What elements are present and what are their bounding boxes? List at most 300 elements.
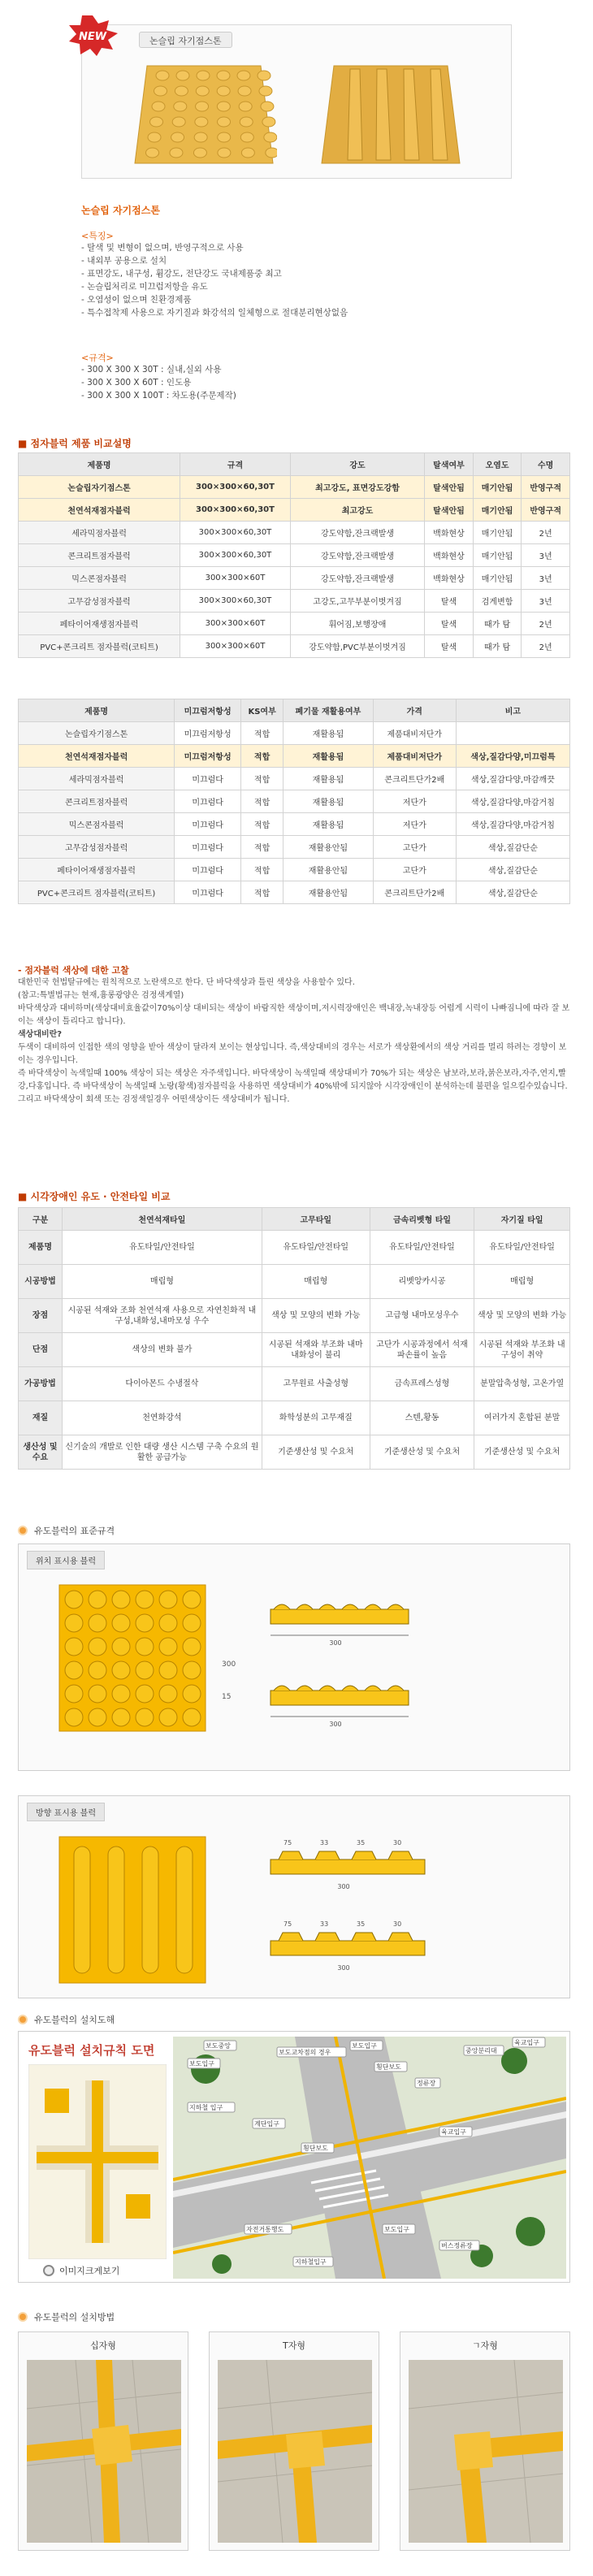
map-label xyxy=(464,2046,504,2055)
note-line: 바닥색상과 대비하며(색상대비효율값이70%이상 대비되는 색상이 바람직한 색상이며,저시력장애인은 백내장,녹내장등 어렵게 시력이 나빠짐니에 따라 잘 보이는 색상이 틀리다고 합니다). xyxy=(18,1004,570,1026)
table-cell: 고단가 시공과정에서 석재파손률이 높음 xyxy=(370,1333,474,1367)
plan-dot xyxy=(89,1708,106,1726)
table-cell: 색상,질감다양,마감거침 xyxy=(456,813,569,836)
tile-dot xyxy=(195,117,208,127)
table-cell: 적합 xyxy=(241,881,284,904)
color-note-title: - 점자블럭 색상에 대한 고찰 xyxy=(18,965,129,976)
table-cell: 세라믹점자블럭 xyxy=(19,768,175,790)
table-cell: 스텐,황동 xyxy=(370,1401,474,1435)
note-line: 대한민국 헌법탈규에는 원칙적으로 노란색으로 한다. 단 바닥색상과 틀린 색상을 사용할수 있다. xyxy=(18,978,355,987)
method-label: ㄱ자형 xyxy=(472,2340,498,2351)
table-cell: 탈색안됨 xyxy=(425,476,474,499)
tile-dot xyxy=(148,132,161,142)
table-cell: 색상,질감다양,마감거침 xyxy=(456,790,569,813)
tile-dot xyxy=(217,102,230,111)
line-tile-image xyxy=(318,58,464,171)
column-header: 폐기물 재활용여부 xyxy=(284,699,374,722)
table-cell: 검게변함 xyxy=(473,590,522,613)
install-diagram xyxy=(18,2031,570,2283)
list-item: - 내외부 공용으로 설치 xyxy=(81,256,167,266)
plan-dot xyxy=(89,1591,106,1608)
table-cell: 유도타일/안전타일 xyxy=(474,1231,570,1265)
table-cell: 재활용됨 xyxy=(284,745,374,768)
table-cell: 300×300×60T xyxy=(180,613,291,635)
column-header: 탈색여부 xyxy=(425,453,474,476)
plan-bar xyxy=(74,1846,90,1973)
tile-dot xyxy=(240,117,253,127)
table-cell: 색상,질감단순 xyxy=(456,859,569,881)
table-row xyxy=(19,635,570,658)
zoom-icon xyxy=(43,2265,54,2276)
product-title: 논슬립 자기점스톤 xyxy=(81,205,160,216)
column-header: 천연석재타일 xyxy=(62,1208,262,1231)
map-label xyxy=(439,2127,472,2137)
table-cell: 미끄럼다 xyxy=(175,881,241,904)
table-cell: 색상,질감다양,미끄럼특 xyxy=(456,745,569,768)
section-bump xyxy=(342,1604,358,1609)
plan-dot xyxy=(65,1591,83,1608)
table-cell: 최고강도 xyxy=(290,499,424,522)
l-install-photo xyxy=(409,2360,563,2543)
bullet-icon xyxy=(18,1526,28,1535)
dim-label: 35 xyxy=(357,1920,366,1928)
table-cell: 시공방법 xyxy=(19,1265,63,1299)
section-bump xyxy=(342,1686,358,1691)
plan-dot xyxy=(136,1685,154,1703)
tile-dot xyxy=(156,71,169,80)
plan-dot xyxy=(65,1685,83,1703)
plan-dot xyxy=(65,1708,83,1726)
column-header: 미끄럼저항성 xyxy=(175,699,241,722)
table-cell: 휘어짐,보행장애 xyxy=(290,613,424,635)
plan-dot xyxy=(89,1661,106,1679)
section-bump xyxy=(365,1604,381,1609)
tile-dot xyxy=(240,132,253,142)
table-cell: 3년 xyxy=(522,567,570,590)
features-list xyxy=(81,241,348,319)
table-cell: 고급형 내마모성우수 xyxy=(370,1299,474,1333)
tile-dot xyxy=(266,148,277,158)
table-row xyxy=(19,745,570,768)
table-cell: 미끄럼다 xyxy=(175,836,241,859)
section-bump xyxy=(319,1604,335,1609)
table-row xyxy=(19,1265,570,1299)
table-cell: 2년 xyxy=(522,635,570,658)
plan-dot xyxy=(183,1661,201,1679)
list-item: - 표면강도, 내구성, 휨강도, 전단강도 국내제품중 최고 xyxy=(81,269,282,279)
section-bar xyxy=(279,1933,303,1941)
tile-dot xyxy=(176,71,189,80)
svg-text:지하철입구: 지하철입구 xyxy=(295,2258,327,2266)
features-title: <특징> xyxy=(81,231,114,241)
table-cell: 탈색 xyxy=(425,635,474,658)
table-cell: 색상 및 모양의 변화 가능 xyxy=(262,1299,370,1333)
table-cell: 강도약함,잔크랙발생 xyxy=(290,522,424,544)
dim-label: 75 xyxy=(284,1839,292,1846)
t-install-photo xyxy=(218,2360,372,2543)
svg-text:중앙분리대: 중앙분리대 xyxy=(465,2047,497,2054)
zoom-image-button[interactable] xyxy=(43,2264,119,2277)
map-label xyxy=(513,2037,545,2047)
table-row xyxy=(19,590,570,613)
svg-text:버스정류장: 버스정류장 xyxy=(441,2242,473,2249)
dim-label: 30 xyxy=(393,1920,402,1928)
table-cell: 신기술의 개발로 인한 대량 생산 시스템 구축 수요의 원활한 공급가능 xyxy=(62,1435,262,1470)
table-cell: 2년 xyxy=(522,522,570,544)
method-heading xyxy=(18,2310,115,2323)
table-cell: 재활용됨 xyxy=(284,722,374,745)
table-cell: 화학성분의 고무재질 xyxy=(262,1401,370,1435)
table-cell: 세라믹점자블럭 xyxy=(19,522,180,544)
map-label xyxy=(374,2062,407,2072)
plan-bar xyxy=(176,1846,193,1973)
table-cell: 적합 xyxy=(241,768,284,790)
plan-dot xyxy=(183,1591,201,1608)
section-bump xyxy=(387,1604,404,1609)
dot-block-section xyxy=(254,1577,563,1747)
table-cell: 유도타일/안전타일 xyxy=(62,1231,262,1265)
tile-dot xyxy=(154,86,167,96)
table-cell: 저단가 xyxy=(373,790,456,813)
table-row xyxy=(19,722,570,745)
table-cell: 매립형 xyxy=(262,1265,370,1299)
tile-dot xyxy=(217,71,230,80)
std-spec-title: 유도블럭의 표준규격 xyxy=(34,1526,115,1536)
table-cell: 유도타일/안전타일 xyxy=(370,1231,474,1265)
tile-dot xyxy=(150,117,163,127)
tile-dot xyxy=(241,148,254,158)
map-label xyxy=(245,2224,292,2234)
map-label xyxy=(350,2041,383,2050)
table-row xyxy=(19,859,570,881)
table-row xyxy=(19,499,570,522)
tile-dot xyxy=(237,71,250,80)
tile-dot xyxy=(175,86,188,96)
table-cell: 미끄럼저항성 xyxy=(175,722,241,745)
table-cell: 천연화강석 xyxy=(62,1401,262,1435)
table-cell: 고강도,고무부분이벗겨짐 xyxy=(290,590,424,613)
list-item: - 300 X 300 X 100T : 차도용(주문제작) xyxy=(81,391,236,400)
dim-label: 300 xyxy=(329,1721,342,1728)
tile-dot xyxy=(152,102,165,111)
table-cell: 적합 xyxy=(241,790,284,813)
section-base xyxy=(271,1609,409,1624)
dim-label: 30 xyxy=(393,1839,402,1846)
svg-text:보도입구: 보도입구 xyxy=(189,2060,214,2067)
table-cell: 여러가지 혼합된 분말 xyxy=(474,1401,570,1435)
table-cell: 콘크리트점자블럭 xyxy=(19,544,180,567)
table-row xyxy=(19,1435,570,1470)
dot-block-plan xyxy=(51,1577,214,1739)
section-bump xyxy=(387,1686,404,1691)
table-cell: 백화현상 xyxy=(425,544,474,567)
note-line: 즉 바닥색상이 녹색일때 100% 색상이 되는 색상은 자주색입니다. 바닥색상이 녹색일때 색상대비가 70%가 되는 색상은 남보라,보라,붉은보라,자주,연지,빨강,다홍입니다. 즉 바닥색상이 녹색일때 노랑(황색)점자블럭을 사용하면 색상대비가 40%밖에 되지않아 시각장애인이 분석하는데 불편을 일으킬수있습니다. 그리고 바닥색상이 회색 또는 검정색일경우 어떤색상이든 색상대비가 됩니다. xyxy=(18,1069,568,1104)
install-plan-thumb[interactable] xyxy=(28,2064,167,2259)
bullet-icon xyxy=(18,2312,28,2322)
table-cell: 2년 xyxy=(522,613,570,635)
comparison-table-1 xyxy=(18,452,570,658)
table-cell: 300×300×60T xyxy=(180,635,291,658)
spec-title: <규격> xyxy=(81,353,114,363)
tile-compare-table xyxy=(18,1207,570,1470)
table-cell: 기준생산성 및 수요처 xyxy=(474,1435,570,1470)
table-cell xyxy=(456,722,569,745)
tile-compare-section-title: ■ 시각장애인 유도 · 안전타일 비교 xyxy=(18,1191,171,1202)
table-cell: 매기안됨 xyxy=(473,544,522,567)
dot-block-drawing xyxy=(18,1543,570,1771)
table-cell: 믹스콘점자블럭 xyxy=(19,567,180,590)
method-title: 유도블럭의 설치방법 xyxy=(34,2312,115,2323)
table-cell: 가공방법 xyxy=(19,1367,63,1401)
column-header: 제품명 xyxy=(19,699,175,722)
tile-dot xyxy=(238,86,251,96)
section-base xyxy=(271,1859,425,1874)
table-cell: 탈색안됨 xyxy=(425,499,474,522)
new-badge-icon xyxy=(64,14,121,56)
list-item: - 탈색 및 변형이 없으며, 반영구적으로 사용 xyxy=(81,243,244,253)
table-cell: 재활용됨 xyxy=(284,768,374,790)
table-cell: 재활용됨 xyxy=(284,813,374,836)
method-row xyxy=(18,2331,570,2559)
tile-dot xyxy=(217,86,230,96)
comparison-table-2 xyxy=(18,699,570,904)
table-cell: 3년 xyxy=(522,544,570,567)
dim-label: 75 xyxy=(284,1920,292,1928)
plan-dot xyxy=(159,1708,177,1726)
table-cell: 제품대비저단가 xyxy=(373,745,456,768)
table-cell: 재활용안됨 xyxy=(284,859,374,881)
table-row xyxy=(19,1401,570,1435)
map-label xyxy=(188,2059,220,2068)
table-cell: 미끄럼다 xyxy=(175,813,241,836)
table-cell: 적합 xyxy=(241,722,284,745)
svg-text:보도입구: 보도입구 xyxy=(352,2042,377,2050)
column-header: 구분 xyxy=(19,1208,63,1231)
line-block-tab: 방향 표시용 블럭 xyxy=(27,1803,105,1821)
table-cell: 고무감성점자블럭 xyxy=(19,590,180,613)
table-cell: 300×300×60,30T xyxy=(180,544,291,567)
table-cell: 장점 xyxy=(19,1299,63,1333)
table-cell: PVC+콘크리트 점자블럭(코티트) xyxy=(19,881,175,904)
section-bar xyxy=(388,1851,413,1859)
dim-label: 300 xyxy=(329,1639,342,1647)
install-heading xyxy=(18,2013,115,2026)
plan-dot xyxy=(136,1661,154,1679)
table-cell: 반영구적 xyxy=(522,499,570,522)
tile-dot xyxy=(218,117,231,127)
column-header: 강도 xyxy=(290,453,424,476)
map-label xyxy=(188,2102,235,2112)
tile-dot xyxy=(239,102,252,111)
section-base xyxy=(271,1691,409,1705)
list-item: - 300 X 300 X 30T : 실내,실외 사용 xyxy=(81,365,222,374)
table-cell: 콘크리트단가2배 xyxy=(373,881,456,904)
table-row xyxy=(19,567,570,590)
table-cell: 페타이어재생점자블럭 xyxy=(19,613,180,635)
map-label xyxy=(301,2143,334,2153)
plan-dot xyxy=(159,1661,177,1679)
plan-dot xyxy=(112,1661,130,1679)
method-label: 십자형 xyxy=(90,2340,116,2351)
table-cell: 믹스콘점자블럭 xyxy=(19,813,175,836)
column-header: 금속리벳형 타일 xyxy=(370,1208,474,1231)
map-label xyxy=(253,2119,285,2128)
section-base xyxy=(271,1941,425,1955)
install-box-title: 유도블럭 설치규칙 도면 xyxy=(28,2043,155,2058)
table-row xyxy=(19,836,570,859)
table-row xyxy=(19,813,570,836)
plan-dot xyxy=(112,1708,130,1726)
table-cell: 시공된 석재와 부조화 내구성이 취약 xyxy=(474,1333,570,1367)
table-cell: 미끄럼다 xyxy=(175,790,241,813)
table-cell: 300×300×60,30T xyxy=(180,499,291,522)
line-block-section xyxy=(254,1825,563,1996)
dim-label: 33 xyxy=(320,1839,329,1846)
table-cell: 미끄럼저항성 xyxy=(175,745,241,768)
line-block-plan xyxy=(51,1829,214,1991)
section-bar xyxy=(388,1933,413,1941)
tile-bar xyxy=(348,69,362,160)
table-cell: 유도타일/안전타일 xyxy=(262,1231,370,1265)
column-header: 비고 xyxy=(456,699,569,722)
map-label xyxy=(383,2224,415,2234)
tile-dot xyxy=(197,71,210,80)
table-cell: 재활용안됨 xyxy=(284,836,374,859)
column-header: 규격 xyxy=(180,453,291,476)
hero-tab: 논슬립 자기점스톤 xyxy=(139,32,232,48)
dim-label: 300 xyxy=(337,1883,350,1890)
table-cell: 때가 탐 xyxy=(473,613,522,635)
table-cell: 논슬립자기점스톤 xyxy=(19,722,175,745)
line-block-drawing xyxy=(18,1795,570,1998)
svg-text:NEW: NEW xyxy=(78,31,107,43)
plan-dot xyxy=(136,1614,154,1632)
tile-dot xyxy=(174,102,187,111)
map-label xyxy=(277,2047,346,2057)
plan-dot xyxy=(183,1708,201,1726)
table-cell: 300×300×60,30T xyxy=(180,522,291,544)
table-cell: 때가 탐 xyxy=(473,635,522,658)
table-cell: 적합 xyxy=(241,813,284,836)
table-cell: 300×300×60,30T xyxy=(180,476,291,499)
table-cell: 제품대비저단가 xyxy=(373,722,456,745)
method-label: T자형 xyxy=(283,2340,305,2351)
table-cell: 강도약함,PVC부분이벗겨짐 xyxy=(290,635,424,658)
plan-dot xyxy=(112,1638,130,1656)
color-note-body xyxy=(18,976,570,1106)
tile-dot xyxy=(218,132,231,142)
table-cell: 재질 xyxy=(19,1401,63,1435)
column-header: KS여부 xyxy=(241,699,284,722)
plan-dot xyxy=(136,1708,154,1726)
plan-dot xyxy=(183,1638,201,1656)
plan-dot xyxy=(89,1685,106,1703)
table-cell: 색상,질감단순 xyxy=(456,836,569,859)
plan-bar xyxy=(108,1846,124,1973)
section-bar xyxy=(352,1851,376,1859)
tile-dot xyxy=(264,132,277,142)
table-cell: 적합 xyxy=(241,836,284,859)
table-cell: 반영구적 xyxy=(522,476,570,499)
list-item: - 오염성이 없으며 친환경제품 xyxy=(81,295,192,305)
table-cell: 매기안됨 xyxy=(473,476,522,499)
table-cell: 매기안됨 xyxy=(473,522,522,544)
product-hero xyxy=(78,24,512,179)
svg-text:횡단보도: 횡단보도 xyxy=(303,2145,328,2152)
plan-bar xyxy=(142,1846,158,1973)
tile-dot xyxy=(218,148,231,158)
std-spec-heading xyxy=(18,1524,115,1537)
plan-dot xyxy=(159,1685,177,1703)
table-cell: PVC+콘크리트 점자블럭(코티트) xyxy=(19,635,180,658)
list-item: - 300 X 300 X 60T : 인도용 xyxy=(81,378,192,387)
map-label xyxy=(415,2078,440,2088)
table-cell: 300×300×60T xyxy=(180,567,291,590)
plan-dot xyxy=(159,1591,177,1608)
table-cell: 재활용됨 xyxy=(284,790,374,813)
table-cell: 페타이어재생점자블럭 xyxy=(19,859,175,881)
table-row xyxy=(19,1299,570,1333)
column-header: 수명 xyxy=(522,453,570,476)
table-cell: 시공된 석재와 부조화 내마 내화성이 불리 xyxy=(262,1333,370,1367)
section-bump xyxy=(296,1686,313,1691)
note-line: (참고:특별법규는 현재,흉롱광양은 검정색계열) xyxy=(18,991,184,1000)
plan-dot xyxy=(136,1591,154,1608)
table-cell: 고단가 xyxy=(373,859,456,881)
column-header: 자기질 타일 xyxy=(474,1208,570,1231)
table-row xyxy=(19,613,570,635)
svg-text:보도입구: 보도입구 xyxy=(384,2226,409,2233)
dot-tile-image xyxy=(131,58,277,171)
dim-label: 33 xyxy=(320,1920,329,1928)
spec-list xyxy=(81,363,236,402)
tile-dot xyxy=(258,71,271,80)
plan-dot xyxy=(112,1591,130,1608)
section-bump xyxy=(365,1686,381,1691)
svg-text:정류장: 정류장 xyxy=(417,2080,436,2087)
table-cell: 기준생산성 및 수요처 xyxy=(262,1435,370,1470)
svg-text:자전거통행도: 자전거통행도 xyxy=(246,2226,284,2233)
table-cell: 매립형 xyxy=(62,1265,262,1299)
plan-dot xyxy=(183,1614,201,1632)
tile-dot xyxy=(259,86,272,96)
table-cell: 고무감성점자블럭 xyxy=(19,836,175,859)
install-title: 유도블럭의 설치도해 xyxy=(34,2015,115,2025)
dim-label: 300 xyxy=(337,1964,350,1972)
table-cell: 매립형 xyxy=(474,1265,570,1299)
table-row xyxy=(19,1231,570,1265)
table-cell: 콘크리트점자블럭 xyxy=(19,790,175,813)
tile-dot xyxy=(193,148,206,158)
table-cell: 300×300×60,30T xyxy=(180,590,291,613)
plan-dot xyxy=(183,1685,201,1703)
table-cell: 강도약함,잔크랙발생 xyxy=(290,544,424,567)
plan-dot xyxy=(136,1638,154,1656)
column-header: 제품명 xyxy=(19,453,180,476)
table-cell: 최고강도, 표면강도강함 xyxy=(290,476,424,499)
section-bar xyxy=(352,1933,376,1941)
section-bump xyxy=(274,1686,290,1691)
table-row xyxy=(19,1367,570,1401)
table-cell: 리벳앙카시공 xyxy=(370,1265,474,1299)
tile-dot xyxy=(171,132,184,142)
table-cell: 적합 xyxy=(241,745,284,768)
zoom-label: 이미지크게보기 xyxy=(59,2266,120,2276)
dim-label: 35 xyxy=(357,1839,366,1846)
table-cell: 색상 및 모양의 변화 가능 xyxy=(474,1299,570,1333)
svg-text:계단입구: 계단입구 xyxy=(254,2120,279,2128)
plan-dot xyxy=(159,1614,177,1632)
